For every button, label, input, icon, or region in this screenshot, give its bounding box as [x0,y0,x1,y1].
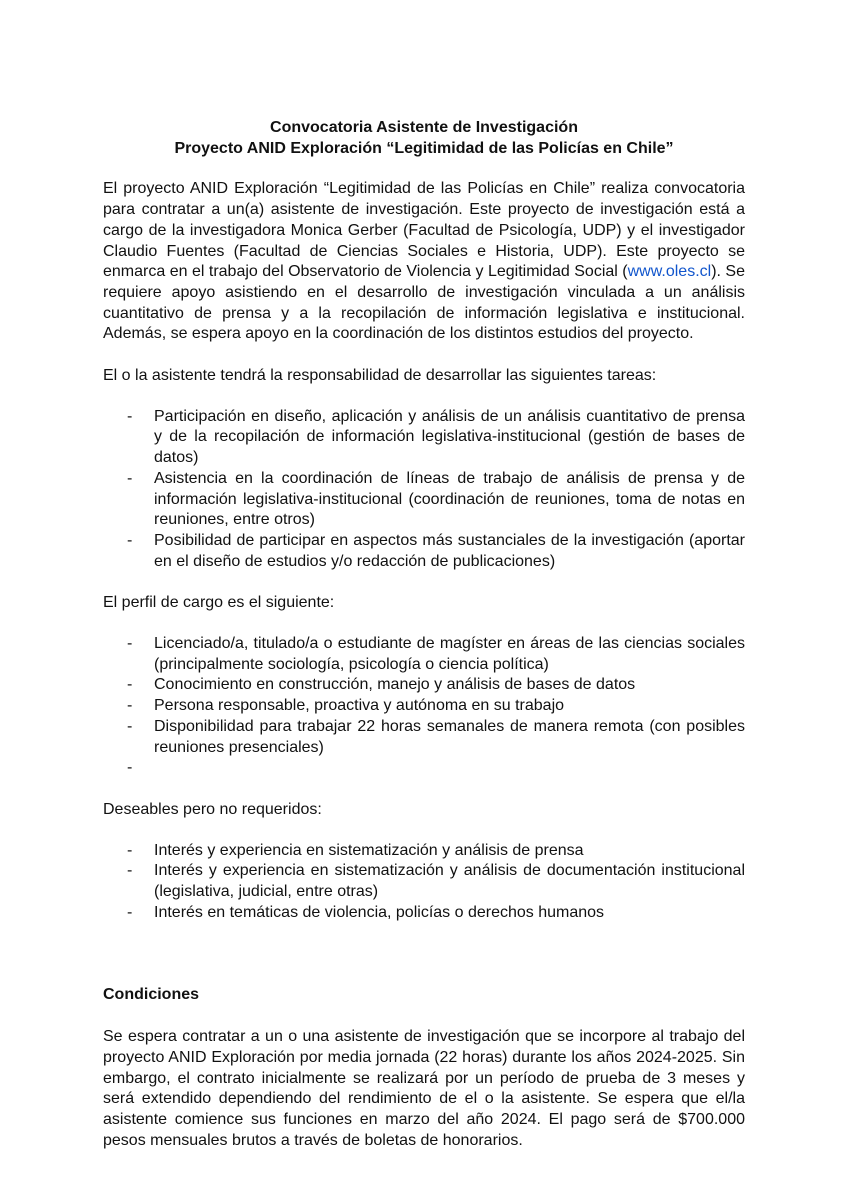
list-item [103,634,745,675]
oles-link[interactable]: www.oles.cl [627,263,712,281]
dash-bullet: - [127,407,133,425]
profile-list [103,634,745,779]
list-item-text: Interés y experiencia en sistematización y análisis de documentación institucional (legislativa, judicial, entre otras) [154,862,745,901]
document-title: Convocatoria Asistente de Investigación [270,119,578,136]
intro-text-start: El proyecto ANID Exploración “Legitimidad de las Policías en Chile” realiza convocatoria para contratar a un(a) asistente de investigación. Este proyecto de investigación está a cargo de la investigadora Monica Gerber (Facultad de Psicología, UDP) y el investigador Claudio Fuentes (Facultad de Ciencias Sociales e Historia, UDP). Este proyecto se enmarca en el trabajo del Observatorio de Violencia y Legitimidad Social ( [103,180,745,281]
list-item-text: Persona responsable, proactiva y autónoma en su trabajo [154,697,565,715]
desirable-heading: Deseables pero no requeridos: [103,800,322,818]
intro-text-end: ). Se requiere apoyo asistiendo en el desarrollo de investigación vinculada a un análisis cuantitativo de prensa y a la recopilación de información legislativa e institucional. Además, se espera apoyo en la coordinación de los distintos estudios del proyecto. [103,263,745,343]
tasks-list [103,407,745,573]
list-item-empty [103,758,745,779]
dash-bullet: - [127,717,133,735]
tasks-heading: El o la asistente tendrá la responsabilidad de desarrollar las siguientes tareas: [103,367,657,385]
list-item [103,696,745,717]
intro-paragraph [103,179,745,345]
dash-bullet: - [127,676,133,694]
conditions-paragraph: Se espera contratar a un o una asistente de investigación que se incorpore al trabajo del proyecto ANID Exploración por media jornada (22 horas) durante los años 2024-2025. Sin embargo, el contrato inicialmente se realizará por un período de prueba de 3 meses y será extendido dependiendo del rendimiento de el o la asistente. Se espera que el/la asistente comience sus funciones en marzo del año 2024. El pago será de $700.000 pesos mensuales brutos a través de boletas de honorarios. [103,1028,745,1149]
list-item-text: Licenciado/a, titulado/a o estudiante de magíster en áreas de las ciencias sociales (principalmente sociología, psicología o ciencia política) [154,635,745,673]
dash-bullet: - [127,759,133,777]
desirable-list [103,841,745,924]
list-item [103,861,745,902]
dash-bullet: - [127,469,133,487]
profile-heading: El perfil de cargo es el siguiente: [103,594,335,612]
dash-bullet: - [127,635,133,653]
list-item [103,841,745,862]
list-item [103,531,745,572]
list-item-text: Conocimiento en construcción, manejo y análisis de bases de datos [154,676,636,694]
dash-bullet: - [127,862,133,880]
list-item [103,675,745,696]
list-item-text: Interés en temáticas de violencia, policías o derechos humanos [154,903,605,921]
list-item-text: Participación en diseño, aplicación y análisis de un análisis cuantitativo de prensa y de la recopilación de información legislativa-institucional (gestión de bases de datos) [154,407,745,467]
dash-bullet: - [127,697,133,715]
list-item-text: Posibilidad de participar en aspectos más sustanciales de la investigación (aportar en el diseño de estudios y/o redacción de publicaciones) [154,531,745,570]
document-content [103,118,745,1151]
list-item [103,469,745,531]
dash-bullet: - [127,903,133,921]
document-subtitle: Proyecto ANID Exploración “Legitimidad de las Policías en Chile” [174,139,674,157]
list-item-text: Asistencia en la coordinación de líneas de trabajo de análisis de prensa y de información legislativa-institucional (coordinación de reuniones, toma de notas en reuniones, entre otros) [154,469,745,529]
list-item [103,407,745,469]
dash-bullet: - [127,841,133,859]
list-item [103,717,745,758]
list-item-text: Disponibilidad para trabajar 22 horas semanales de manera remota (con posibles reuniones presenciales) [154,717,745,756]
list-item [103,903,745,924]
list-item-text: Interés y experiencia en sistematización y análisis de prensa [154,841,584,859]
dash-bullet: - [127,531,133,549]
conditions-heading: Condiciones [103,986,200,1004]
